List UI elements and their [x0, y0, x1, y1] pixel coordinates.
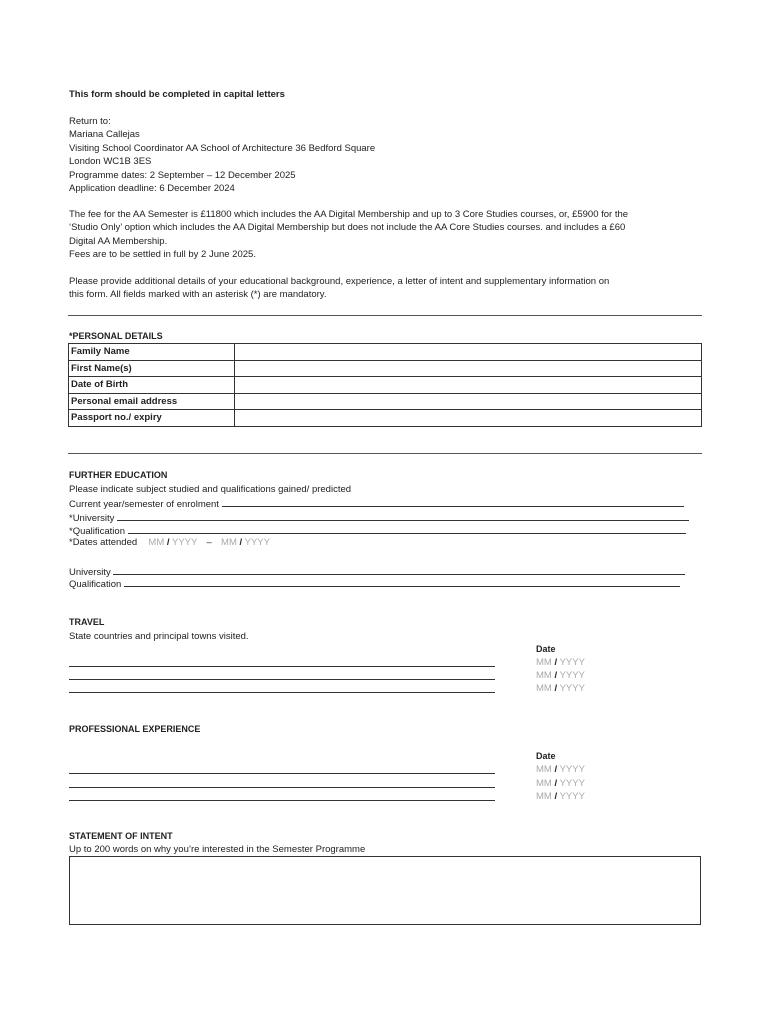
experience-entry-line [69, 791, 495, 804]
experience-date-row [536, 778, 585, 789]
travel-date-row [536, 670, 585, 681]
return-line: Return to: [69, 116, 111, 127]
details-paragraph [69, 275, 609, 302]
fee-line: Digital AA Membership. [69, 235, 168, 247]
date-separator: / [239, 537, 243, 548]
experience-entry-field[interactable] [69, 791, 495, 801]
experience-year-field[interactable]: YYYY [559, 791, 585, 802]
email-label: Personal email address [69, 393, 235, 410]
fee-line: The fee for the AA Semester is £11800 which includes the AA Digital Membership and up to 3 Core Studies courses, or, £5900 for the [69, 209, 629, 220]
experience-month-field[interactable]: MM [536, 791, 552, 802]
first-names-field[interactable] [235, 360, 702, 377]
current-enrolment-row [69, 497, 684, 510]
family-name-label: Family Name [69, 344, 235, 361]
start-year-field[interactable]: YYYY [172, 537, 198, 548]
end-year-field[interactable]: YYYY [244, 537, 270, 548]
date-separator: / [554, 791, 558, 802]
return-address-block [69, 115, 375, 195]
table-row [69, 393, 702, 410]
table-row [69, 377, 702, 394]
travel-year-field[interactable]: YYYY [559, 670, 585, 681]
date-separator: / [554, 657, 558, 668]
personal-details-heading: *PERSONAL DETAILS [69, 331, 163, 341]
experience-date-row [536, 791, 585, 802]
travel-entry-line [69, 683, 495, 696]
qualification-required-label: *Qualification [69, 526, 125, 537]
experience-date-header: Date [536, 751, 556, 761]
travel-entry-field[interactable] [69, 670, 495, 680]
passport-label: Passport no./ expiry [69, 410, 235, 427]
date-separator: / [554, 670, 558, 681]
experience-month-field[interactable]: MM [536, 778, 552, 789]
current-enrolment-field[interactable] [222, 497, 684, 507]
email-field[interactable] [235, 393, 702, 410]
date-separator: / [554, 683, 558, 694]
qualification-required-row [69, 524, 686, 537]
statement-of-intent-textbox[interactable] [69, 856, 701, 925]
qualification-label: Qualification [69, 579, 122, 590]
start-month-field[interactable]: MM [148, 537, 165, 548]
capital-letters-instruction: This form should be completed in capital letters [69, 89, 285, 100]
qualification-row [69, 577, 680, 590]
experience-entry-line [69, 778, 495, 791]
family-name-field[interactable] [235, 344, 702, 361]
travel-year-field[interactable]: YYYY [559, 657, 585, 668]
travel-instruction: State countries and principal towns visited. [69, 631, 249, 642]
first-names-label: First Name(s) [69, 360, 235, 377]
table-row [69, 410, 702, 427]
dates-attended-label: *Dates attended [69, 537, 138, 548]
date-of-birth-field[interactable] [235, 377, 702, 394]
details-line: this form. All fields marked with an asterisk (*) are mandatory. [69, 289, 327, 301]
dates-attended-row [69, 537, 270, 548]
qualification-field[interactable] [124, 577, 680, 587]
return-line: Visiting School Coordinator AA School of Architecture 36 Bedford Square [69, 142, 376, 154]
date-separator: / [554, 778, 558, 789]
university-field[interactable] [113, 565, 685, 575]
current-enrolment-label: Current year/semester of enrolment [69, 499, 219, 510]
experience-year-field[interactable]: YYYY [559, 764, 585, 775]
travel-entry-field[interactable] [69, 657, 495, 667]
date-separator: / [554, 764, 558, 775]
statement-of-intent-heading: STATEMENT OF INTENT [69, 831, 173, 841]
experience-entry-field[interactable] [69, 764, 495, 774]
professional-experience-heading: PROFESSIONAL EXPERIENCE [69, 724, 201, 734]
date-of-birth-label: Date of Birth [69, 377, 235, 394]
travel-entry-line [69, 657, 495, 670]
experience-date-row [536, 764, 585, 775]
experience-entry-line [69, 764, 495, 777]
table-row [69, 344, 702, 361]
fee-paragraph [69, 208, 628, 262]
passport-field[interactable] [235, 410, 702, 427]
programme-dates: Programme dates: 2 September – 12 December 2025 [69, 169, 296, 181]
further-education-heading: FURTHER EDUCATION [69, 470, 168, 480]
section-divider [68, 315, 702, 316]
university-required-row [69, 511, 689, 524]
travel-month-field[interactable]: MM [536, 670, 552, 681]
section-divider [68, 453, 702, 454]
travel-date-row [536, 683, 585, 694]
travel-entry-line [69, 670, 495, 683]
date-range-dash: – [206, 537, 212, 548]
university-required-label: *University [69, 513, 115, 524]
end-month-field[interactable]: MM [221, 537, 237, 548]
fee-line: Fees are to be settled in full by 2 June 2025. [69, 249, 256, 261]
travel-heading: TRAVEL [69, 617, 105, 627]
details-line: Please provide additional details of your educational background, experience, a letter of intent and supplementary information on [69, 276, 610, 287]
education-instruction: Please indicate subject studied and qualifications gained/ predicted [69, 484, 352, 495]
travel-month-field[interactable]: MM [536, 683, 552, 694]
application-deadline: Application deadline: 6 December 2024 [69, 183, 235, 195]
university-label: University [69, 567, 111, 578]
travel-month-field[interactable]: MM [536, 657, 552, 668]
travel-year-field[interactable]: YYYY [559, 683, 585, 694]
fee-line: ‘Studio Only’ option which includes the AA Digital Membership but does not include the AA Core Studies courses. and includes a £60 [69, 222, 626, 234]
statement-instruction: Up to 200 words on why you’re interested in the Semester Programme [69, 844, 366, 855]
return-line: London WC1B 3ES [69, 156, 152, 168]
experience-month-field[interactable]: MM [536, 764, 552, 775]
travel-date-row [536, 657, 585, 668]
table-row [69, 360, 702, 377]
experience-entry-field[interactable] [69, 778, 495, 788]
qualification-required-field[interactable] [128, 524, 686, 534]
personal-details-table [68, 343, 702, 427]
travel-entry-field[interactable] [69, 683, 495, 693]
experience-year-field[interactable]: YYYY [559, 778, 585, 789]
travel-date-header: Date [536, 644, 556, 654]
date-separator: / [166, 537, 170, 548]
university-required-field[interactable] [117, 511, 689, 521]
return-line: Mariana Callejas [69, 129, 140, 141]
